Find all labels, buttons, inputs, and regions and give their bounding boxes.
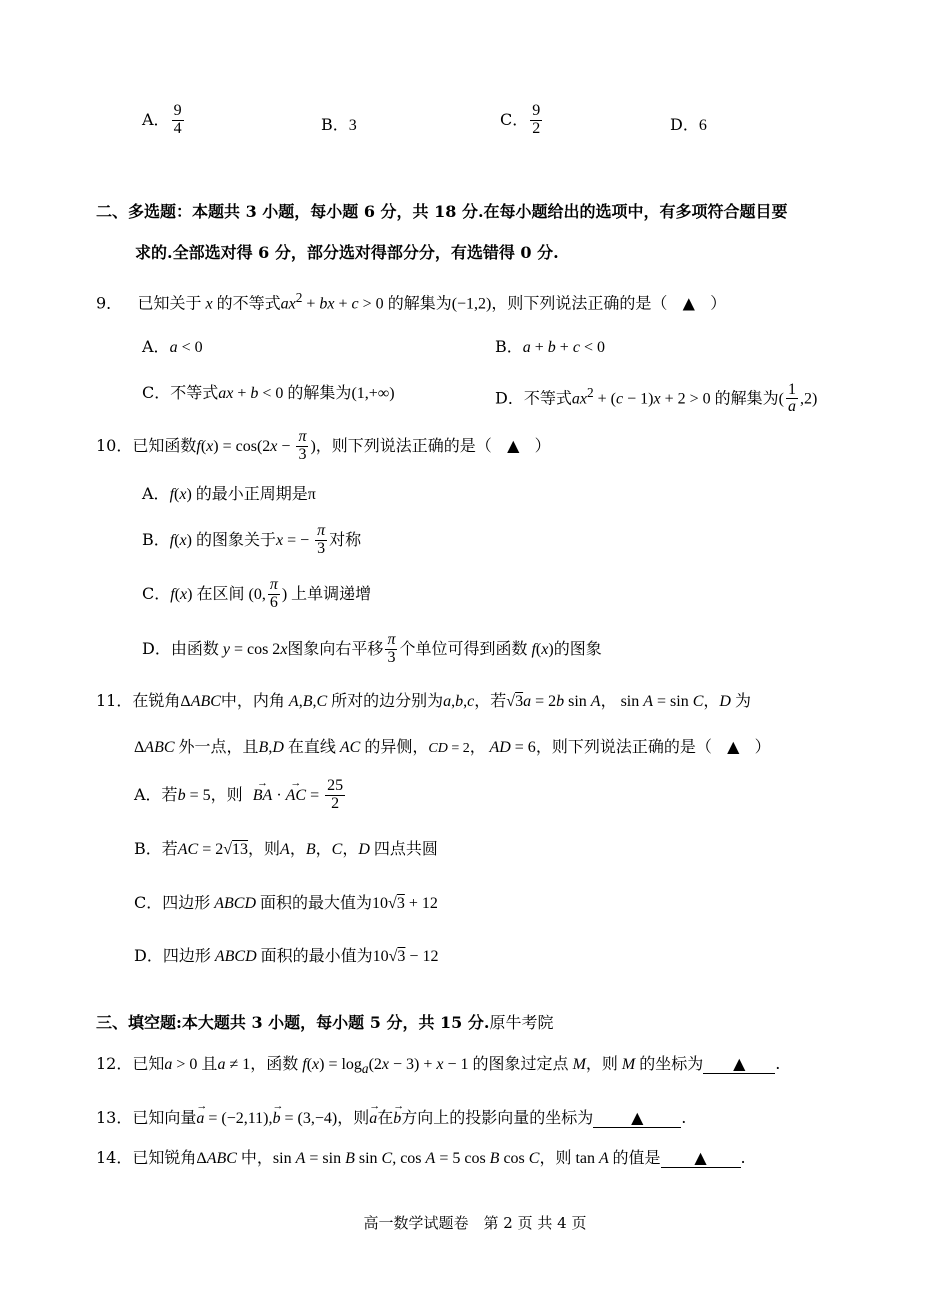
q9-option-c	[142, 382, 395, 405]
math: = 5	[185, 787, 211, 804]
math: f	[169, 532, 175, 549]
math: AD	[485, 739, 511, 756]
stem-text: 为	[734, 691, 751, 710]
q11-option-b	[134, 838, 438, 861]
option-label: B．	[321, 115, 349, 134]
math: f	[527, 641, 536, 658]
stem-text: 的值是	[612, 1148, 661, 1167]
math: +	[302, 295, 320, 313]
answer-mark: ▲	[631, 1108, 644, 1127]
stem-text: .	[775, 1054, 781, 1073]
math: )	[548, 641, 554, 658]
stem-text: 中，内角	[220, 691, 285, 710]
option-label: B．	[495, 337, 523, 356]
math: b	[177, 787, 186, 804]
option-text: 面积的最小值为	[260, 946, 373, 965]
option-label: D．四边形	[134, 946, 211, 965]
stem-text: 且	[201, 1054, 218, 1073]
option-label: A．	[142, 109, 170, 129]
math: < 0	[177, 339, 203, 356]
math: (	[306, 1056, 313, 1073]
math: A	[284, 693, 299, 710]
fraction	[296, 429, 308, 464]
stem-text: ，则	[539, 1148, 572, 1167]
math: sin	[616, 693, 644, 710]
math: 10√3 − 12	[372, 948, 439, 965]
math: < 0	[579, 339, 605, 356]
math: a	[164, 1056, 173, 1073]
math: ，	[342, 839, 359, 858]
math: sin	[354, 1150, 382, 1167]
math: f	[196, 438, 201, 455]
math: B	[258, 739, 269, 756]
math: A	[280, 841, 290, 858]
option-text: 的解集为	[714, 388, 779, 408]
q11-option-d	[134, 945, 438, 968]
math: (	[535, 641, 542, 658]
math: CD	[428, 741, 448, 756]
math: − 3) +	[389, 1056, 437, 1073]
math: 2	[586, 385, 594, 400]
math: c	[572, 339, 580, 356]
math: x	[206, 438, 214, 455]
math: ，	[289, 839, 306, 858]
math: D	[272, 739, 288, 756]
option-label: B．	[142, 530, 170, 549]
stem-text: ，	[703, 691, 720, 710]
math: → AC	[286, 774, 306, 818]
stem-text: ）	[754, 737, 771, 756]
math: c	[467, 693, 475, 710]
fraction-num: 1	[787, 380, 796, 398]
math: b	[250, 385, 259, 402]
math: ax	[218, 385, 234, 402]
math: ≠ 1	[225, 1056, 251, 1073]
math: bx	[319, 295, 335, 313]
math: Δ	[134, 739, 145, 756]
option-text: 3	[348, 117, 357, 134]
question-number: 14．	[96, 1148, 133, 1167]
math: x	[312, 1056, 320, 1073]
fraction	[530, 103, 542, 138]
stem-text: 已知函数	[132, 436, 197, 455]
math: ) = log	[319, 1056, 362, 1073]
fraction	[315, 523, 327, 558]
stem-text: .	[681, 1108, 687, 1127]
math: )	[186, 486, 196, 503]
math: √3	[506, 693, 524, 710]
stem-text: 的图象过定点	[472, 1054, 569, 1073]
math: M	[617, 1056, 640, 1073]
math: > 0	[172, 1056, 202, 1073]
math: C	[316, 693, 332, 710]
math: (0,	[244, 586, 266, 603]
fraction-num: π	[298, 428, 307, 446]
option-label: D．不等式	[495, 388, 572, 408]
math: x	[653, 390, 661, 408]
math: = cos 2	[229, 641, 281, 658]
math: x	[280, 641, 288, 658]
stem-text: ，则下列说法正确的是（	[491, 293, 668, 313]
watermark-text: 原牛考院	[489, 1013, 554, 1032]
stem-text: .	[740, 1148, 746, 1167]
math: > 0	[358, 295, 388, 313]
math: → a	[196, 1108, 204, 1130]
math: a	[217, 1056, 226, 1073]
math: ,	[463, 693, 468, 710]
option-label: C．四边形	[134, 893, 211, 912]
math: → b	[393, 1108, 401, 1130]
option-text: 在区间	[196, 584, 245, 603]
math: → b	[273, 1108, 281, 1130]
math: C	[381, 1150, 393, 1167]
math: = 2	[447, 741, 470, 756]
math: ABC	[190, 693, 221, 710]
math: 10√3 + 12	[372, 895, 438, 912]
math: x	[270, 438, 278, 455]
math: tan	[571, 1150, 600, 1167]
math: a	[443, 693, 452, 710]
math: = −	[283, 532, 314, 549]
math: f	[298, 1056, 307, 1073]
math: cos	[499, 1150, 529, 1167]
math: C	[528, 1150, 540, 1167]
q11-stem-line2	[134, 736, 771, 760]
section2-line2: 求的.全部选对得 6 分，部分选对得部分分，有选错得 0 分.	[135, 243, 559, 262]
math: (1,+∞)	[351, 385, 395, 402]
q11-stem-line1	[96, 690, 751, 713]
math: ,	[298, 693, 303, 710]
answer-blank	[661, 1149, 741, 1168]
page-footer: 高一数学试题卷 第 2 页 共 4 页	[363, 1214, 587, 1232]
math: a	[361, 1061, 369, 1077]
q10-option-b	[142, 518, 361, 563]
math: AC	[335, 739, 365, 756]
stem-text: 已知	[132, 1054, 165, 1073]
math: y	[218, 641, 230, 658]
q8-option-a	[142, 103, 186, 138]
answer-blank	[593, 1109, 681, 1128]
q10-stem	[96, 424, 551, 469]
fraction	[268, 577, 280, 612]
option-text: 上单调递增	[291, 584, 372, 603]
math: 2	[295, 290, 303, 305]
math: B	[302, 693, 313, 710]
answer-mark: ▲	[727, 737, 740, 756]
math: sin	[272, 1150, 296, 1167]
option-label: C．	[500, 109, 529, 129]
math: A	[590, 693, 601, 710]
q8-option-c	[500, 103, 544, 138]
q9-option-b	[495, 336, 605, 359]
math: (−1,2)	[451, 295, 492, 313]
math: )	[310, 438, 316, 455]
stem-text: ，则	[585, 1054, 618, 1073]
answer-mark: ▲	[733, 1054, 746, 1073]
option-label: B．若	[134, 839, 178, 858]
math: f	[169, 486, 175, 503]
stem-text: ，函数	[250, 1054, 299, 1073]
q12	[96, 1053, 780, 1080]
fraction-den: 2	[532, 119, 541, 137]
stem-text: ）	[710, 293, 727, 313]
stem-text: ，	[600, 691, 617, 710]
math: =	[306, 787, 324, 804]
math: , cos	[392, 1150, 426, 1167]
math: a	[522, 339, 531, 356]
math: B	[305, 841, 316, 858]
stem-text: ，则下列说法正确的是（	[315, 436, 492, 455]
math: π	[307, 486, 316, 503]
math: )	[281, 586, 292, 603]
fraction-den: a	[787, 398, 796, 416]
math: (2	[368, 1056, 382, 1073]
math: ABC	[144, 739, 179, 756]
option-label: D．	[670, 115, 699, 134]
q9-stem	[96, 287, 726, 315]
question-number: 9．	[96, 293, 123, 313]
stem-text: 所对的边分别为	[331, 691, 444, 710]
option-label: C．	[142, 584, 171, 603]
math: )	[186, 532, 196, 549]
stem-text: 的不等式	[216, 293, 281, 313]
math: x	[179, 486, 187, 503]
answer-blank	[703, 1055, 775, 1074]
math: = 6	[510, 739, 536, 756]
math: = 5 cos	[435, 1150, 490, 1167]
fraction-num: 25	[327, 777, 344, 795]
math: = sin	[305, 1150, 346, 1167]
math: → BA	[253, 774, 273, 818]
math: b	[556, 693, 565, 710]
math: Δ	[196, 1150, 207, 1167]
stem-text: 已知关于	[137, 293, 202, 313]
math: A	[425, 1150, 436, 1167]
math: ,	[451, 693, 456, 710]
q8-option-d	[670, 114, 707, 137]
fraction	[325, 778, 345, 813]
stem-text: 已知向量	[132, 1108, 197, 1127]
math: − 1)	[623, 390, 654, 408]
fraction-den: 2	[331, 795, 340, 812]
question-number: 12．	[96, 1054, 133, 1073]
stem-text: 在直线	[287, 737, 336, 756]
math: A	[643, 693, 654, 710]
math: +	[334, 295, 352, 313]
math: (	[174, 586, 181, 603]
math: (	[200, 438, 207, 455]
option-label: A．	[142, 337, 170, 356]
math: (	[174, 532, 180, 549]
math: sin	[564, 693, 591, 710]
math: = sin	[653, 693, 693, 710]
option-text: 的图象关于	[195, 530, 276, 549]
stem-text: 的解集为	[387, 293, 452, 313]
stem-text: ）	[534, 436, 551, 455]
math: +	[233, 385, 251, 402]
math: ax	[280, 295, 296, 313]
math: −	[277, 438, 295, 455]
math: A	[599, 1150, 613, 1167]
q9-option-d	[495, 371, 817, 421]
option-label: A．若	[134, 785, 178, 804]
math: b	[547, 339, 556, 356]
math: x	[179, 532, 187, 549]
stem-text: 的异侧，	[364, 737, 429, 756]
math: f	[170, 586, 175, 603]
math: → a	[369, 1108, 377, 1130]
math: ·	[272, 787, 286, 804]
math: x	[276, 532, 284, 549]
q13	[96, 1107, 686, 1130]
option-text: 的解集为	[287, 383, 352, 402]
answer-mark: ▲	[694, 1148, 707, 1167]
option-text: 的最小正周期是	[195, 484, 308, 503]
math: M	[568, 1056, 586, 1073]
stem-text: 在	[377, 1108, 394, 1127]
option-text: 个单位可得到函数	[399, 639, 528, 658]
math: ABC	[206, 1150, 241, 1167]
option-text: 面积的最大值为	[260, 893, 373, 912]
math: a	[523, 693, 532, 710]
math: A	[295, 1150, 306, 1167]
fraction-num: π	[317, 522, 326, 540]
math: +	[555, 339, 573, 356]
q10-option-d	[142, 627, 602, 672]
stem-text: ，若	[474, 691, 507, 710]
fraction	[385, 632, 397, 667]
math: ,	[268, 739, 273, 756]
option-text: ，则	[248, 839, 281, 858]
math: ax	[571, 390, 587, 408]
math: = (3,−4)	[280, 1110, 338, 1127]
option-text: 图象向右平移	[287, 639, 384, 658]
q11-option-a	[134, 773, 347, 818]
fraction-num: π	[269, 576, 278, 594]
math: D	[358, 841, 374, 858]
stem-text: 的坐标为	[639, 1054, 704, 1073]
math: x	[381, 1056, 390, 1073]
question-number: 11．	[96, 691, 133, 710]
math: +	[530, 339, 548, 356]
q10-option-c	[142, 572, 371, 617]
option-text: 对称	[329, 530, 362, 549]
fraction-den: 4	[173, 119, 182, 137]
math: Δ	[180, 693, 191, 710]
option-text: 6	[698, 117, 707, 134]
math: ,	[312, 693, 317, 710]
fraction-den: 3	[298, 446, 307, 463]
math: )	[187, 586, 197, 603]
math: x	[180, 586, 188, 603]
math: B	[345, 1150, 355, 1167]
q14	[96, 1147, 746, 1170]
fraction-num: π	[387, 631, 396, 649]
math: − 1	[443, 1056, 473, 1073]
math: < 0	[258, 385, 288, 402]
q9-option-a	[142, 336, 203, 359]
math: ABCD	[210, 948, 261, 965]
math: C	[331, 841, 343, 858]
math: D	[719, 693, 735, 710]
answer-mark: ▲	[682, 293, 695, 313]
math: (	[778, 390, 784, 408]
section2-line1: 二、多选题：本题共 3 小题，每小题 6 分，共 18 分.在每小题给出的选项中，有多项符合题目要	[96, 202, 788, 221]
math: x	[201, 295, 217, 313]
answer-mark: ▲	[507, 436, 520, 455]
math: x	[436, 1056, 444, 1073]
math: ABCD	[210, 895, 261, 912]
option-text: 四点共圆	[373, 839, 438, 858]
math: + 2 > 0	[660, 390, 715, 408]
fraction-num: 9	[532, 102, 541, 119]
q8-option-b	[321, 114, 357, 137]
stem-text: 已知锐角	[132, 1148, 197, 1167]
math: AC	[177, 841, 199, 858]
stem-text: 在锐角	[132, 691, 181, 710]
math: = (−2,11),	[204, 1110, 273, 1127]
question-number: 13．	[96, 1108, 133, 1127]
math: c	[615, 390, 624, 408]
option-label: D．由函数	[142, 639, 219, 658]
math: b	[455, 693, 464, 710]
fraction-den: 6	[269, 594, 278, 611]
math: = 2	[531, 693, 557, 710]
fraction-num: 9	[173, 102, 182, 119]
math: ，	[315, 839, 332, 858]
math: ) = cos(2	[213, 438, 271, 455]
stem-text: 方向上的投影向量的坐标为	[401, 1108, 594, 1127]
math: + (	[593, 390, 616, 408]
math: (	[174, 486, 180, 503]
stem-text: ，则下列说法正确的是（	[535, 737, 712, 756]
stem-text: ，	[469, 737, 486, 756]
fraction-den: 3	[317, 540, 326, 557]
math: ,2)	[799, 390, 818, 408]
fraction-den: 3	[387, 649, 396, 666]
section3-header	[96, 1012, 553, 1034]
option-text: ，则	[210, 785, 243, 804]
math: B	[489, 1150, 500, 1167]
stem-text: 中，	[240, 1148, 273, 1167]
math: a	[169, 339, 178, 356]
math: c	[351, 295, 359, 313]
question-number: 10．	[96, 436, 133, 455]
q11-option-c	[134, 892, 438, 915]
option-text: 的图象	[553, 639, 602, 658]
option-label: A．	[142, 484, 170, 503]
math: = 2√13	[198, 841, 249, 858]
option-label: C．不等式	[142, 383, 219, 402]
fraction	[172, 103, 184, 138]
stem-text: ，则	[337, 1108, 370, 1127]
math: C	[692, 693, 704, 710]
math: x	[541, 641, 549, 658]
fraction	[786, 382, 798, 417]
stem-text: 外一点，且	[178, 737, 259, 756]
section-title: 三、填空题:本大题共 3 小题，每小题 5 分，共 15 分.	[96, 1013, 490, 1032]
q10-option-a	[142, 483, 316, 506]
